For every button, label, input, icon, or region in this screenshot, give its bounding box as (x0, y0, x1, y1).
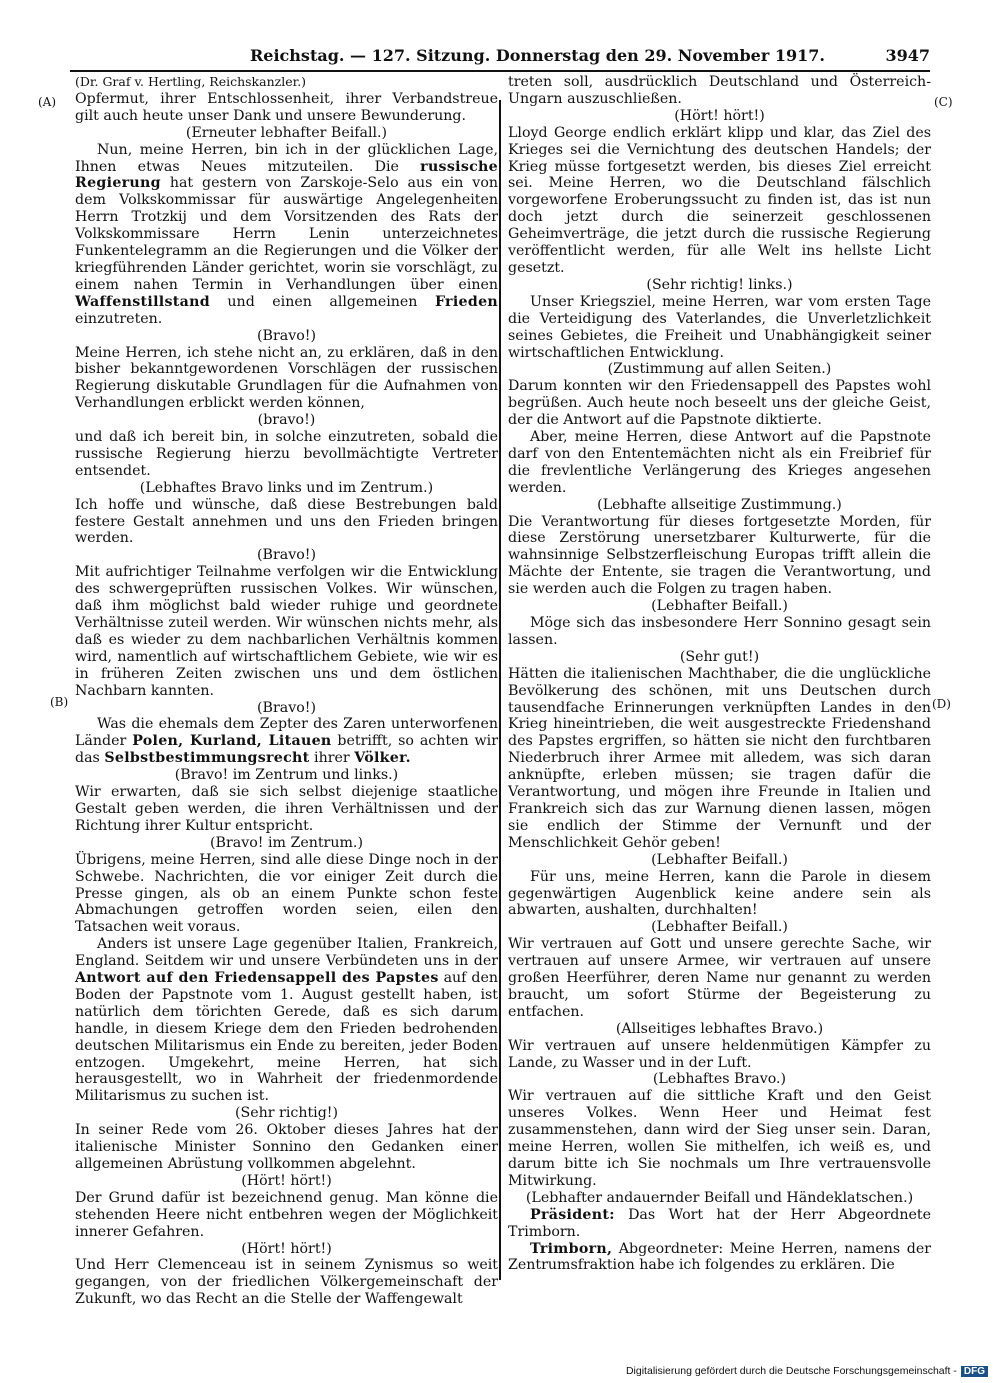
text-run: Abgeordneter: Meine Herren, namens der Zentrumsfraktion habe ich folgendes zu erklären. Die (508, 1240, 931, 1274)
paragraph: Wir vertrauen auf Gott und unsere gerechte Sache, wir vertrauen auf unsere Armee, wir vertrauen auf unsere großen Heerführer, deren Name nur genannt zu werden braucht, um sofort Stürme der Begeisterung zu entfachen. (508, 936, 931, 1020)
right-column (508, 74, 931, 1274)
footer-text: Digitalisierung gefördert durch die Deutsche Forschungsgemeinschaft - (625, 1365, 957, 1377)
audience-reaction: (Zustimmung auf allen Seiten.) (607, 361, 832, 378)
audience-reaction: (Allseitiges lebhaftes Bravo.) (615, 1020, 824, 1037)
margin-marker-d: (D) (932, 697, 951, 711)
margin-marker-a: (A) (38, 95, 57, 109)
audience-reaction: (bravo!) (257, 412, 316, 429)
paragraph: Ich hoffe und wünsche, daß diese Bestrebungen bald festere Gestalt annehmen und uns den Frieden bringen werden. (75, 496, 498, 547)
speaker-name: Präsident: (530, 1206, 615, 1223)
header-title: Reichstag. — 127. Sitzung. Donnerstag den 29. November 1917. (250, 46, 825, 65)
bold-term: Frieden (434, 293, 499, 310)
paragraph (75, 716, 498, 767)
text-run: Das Wort hat der Herr Abgeordnete Trimborn. (508, 1206, 931, 1240)
audience-reaction: (Bravo! im Zentrum und links.) (174, 767, 399, 784)
text-run: betrifft, so achten wir das (75, 733, 498, 767)
paragraph: Und Herr Clemenceau ist in seinem Zynismus so weit gegangen, von der friedlichen Völkergemeinschaft der Zukunft, wo das Recht an die Stelle der Waffengewalt (75, 1257, 498, 1308)
speaker-name: Trimborn, (530, 1240, 613, 1257)
paragraph: Meine Herren, ich stehe nicht an, zu erklären, daß in den bisher bekanntgewordenen Vorschlägen der russischen Regierung diskutable Grundlagen für die Aufnahmen von Verhandlungen erblickt werden können, (75, 344, 498, 412)
audience-reaction: (Bravo!) (257, 327, 316, 344)
bold-term: Völker. (354, 750, 411, 767)
audience-reaction: (Lebhafter Beifall.) (651, 919, 788, 936)
paragraph: Lloyd George endlich erklärt klipp und klar, das Ziel des Krieges sei die Vernichtung des deutschen Handels; der Krieg müsse fortgesetzt werden, bis dieses Ziel erreicht sei. Meine Herren, wo die Deutschland fälschlich vorgeworfene Eroberungssucht zu finden ist, das ist nun doch jetzt durch die seinerzeit geschlossenen Geheimverträge, die jetzt durch die russische Regierung veröffentlicht werden, für alle Welt ins hellste Licht gesetzt. (508, 124, 931, 276)
paragraph: Für uns, meine Herren, kann die Parole in diesem gegenwärtigen Augenblick keine andere sein als abwarten, aushalten, durchhalten! (508, 868, 931, 919)
paragraph (508, 1207, 931, 1241)
text-run: einzutreten. (75, 310, 163, 327)
audience-reaction: (Lebhaftes Bravo.) (652, 1071, 787, 1088)
paragraph: Die Verantwortung für dieses fortgesetzte Morden, für diese Zerstörung unersetzbarer Kulturwerte, für die wahnsinnige Selbstzerfleischung Europas trifft allein die Mächte der Entente, sie tragen die Verantwortung, und sie werden auch die Folgen zu tragen haben. (508, 513, 931, 598)
text-run: und einen allgemeinen (227, 293, 418, 310)
text-run: Was die ehemals dem Zepter des Zaren unterworfenen Länder (75, 716, 498, 750)
audience-reaction: (Bravo!) (257, 547, 316, 564)
paragraph: Opfermut, ihrer Entschlossenheit, ihrer Verbandstreue gilt auch heute unser Dank und unsere Bewunderung. (75, 90, 498, 124)
paragraph: Wir vertrauen auf unsere heldenmütigen Kämpfer zu Lande, zu Wasser und in der Luft. (508, 1037, 931, 1071)
speaker-attribution: (Dr. Graf v. Hertling, Reichskanzler.) (75, 74, 307, 89)
paragraph: Der Grund dafür ist bezeichnend genug. Man könne die stehenden Heere nicht entbehren wegen der Möglichkeit innerer Gefahren. (75, 1189, 498, 1240)
text-run: ihrer (314, 750, 350, 767)
margin-marker-c: (C) (934, 95, 953, 109)
bold-term: Waffenstillstand (75, 293, 210, 310)
audience-reaction: (Erneuter lebhafter Beifall.) (185, 124, 388, 141)
paragraph (508, 1241, 931, 1275)
text-run: auf den Boden der Papstnote vom 1. August gestellt haben, ist natürlich dem törichten Gerede, daß es sich darum handle, in diesem Kriege dem den Frieden bedrohenden deutschen Militarismus ein Ende zu bereiten, jeder Boden entzogen. Umgekehrt, meine Herren, hat sich herausgestellt, wo in Wahrheit der friedenmordende Militarismus zu suchen ist. (75, 970, 498, 1105)
audience-reaction: (Lebhafter Beifall.) (651, 598, 788, 615)
text-run: Anders ist unsere Lage gegenüber Italien, Frankreich, England. Seitdem wir und unsere Verbündeten uns in der (75, 936, 498, 970)
audience-reaction: (Lebhafter andauernder Beifall und Händeklatschen.) (525, 1189, 914, 1206)
audience-reaction: (Sehr richtig!) (234, 1105, 339, 1122)
paragraph: und daß ich bereit bin, in solche einzutreten, sobald die russische Regierung hierzu bevollmächtigte Vertreter entsendet. (75, 429, 498, 479)
paragraph: Aber, meine Herren, diese Antwort auf die Papstnote darf von den Ententemächten nicht als ein Freibrief für die frevlentliche Verlängerung des Krieges angesehen werden. (508, 429, 931, 496)
digitization-footer (626, 1365, 988, 1377)
paragraph: treten soll, ausdrücklich Deutschland und Österreich-Ungarn auszuschließen. (508, 74, 931, 107)
paragraph: Hätten die italienischen Machthaber, die die unglückliche Bevölkerung des schönen, mit uns Deutschen durch tausendfache Erinnerungen verknüpften Landes in den Krieg hineintrieben, die weit ausgestreckte Friedenshand des Papstes ergriffen, so hätten sie nicht den furchtbaren Niederbruch ihrer Armee mit alledem, was sich daran anknüpfte, erleben müssen; sie tragen dafür die Verantwortung, und mögen ihre Freunde in Italien und Frankreich sich das zur Warnung dienen lassen, mögen sie endlich der Stimme der Vernunft und der Menschlichkeit Gehör geben! (508, 665, 931, 851)
bold-term: Polen, Kurland, Litauen (132, 733, 332, 750)
audience-reaction: (Hört! hört!) (674, 107, 765, 124)
paragraph: Darum konnten wir den Friedensappell des Papstes wohl begrüßen. Auch heute noch beseelt uns der gleiche Geist, der die Antwort auf die Papstnote diktierte. (508, 378, 931, 429)
left-column (75, 74, 498, 1308)
paragraph: Wir erwarten, daß sie sich selbst diejenige staatliche Gestalt geben werden, die ihren Verhältnissen und der Richtung ihrer Kultur entspricht. (75, 784, 498, 834)
paragraph (75, 142, 498, 328)
audience-reaction: (Lebhafte allseitige Zustimmung.) (597, 496, 842, 513)
paragraph: Wir vertrauen auf die sittliche Kraft und den Geist unseres Volkes. Wenn Heer und Heimat fest zusammenstehen, dann wird der Sieg unser sein. Daran, meine Herren, wollen Sie mithelfen, ich weiß es, und darum bitte ich Sie nochmals um Ihre vertrauensvolle Mitwirkung. (508, 1088, 931, 1189)
page-header (70, 46, 930, 72)
bold-term: russische Regierung (75, 158, 498, 192)
paragraph: Mit aufrichtiger Teilnahme verfolgen wir die Entwicklung des schwergeprüften russischen Volkes. Wir wünschen, daß ihm möglichst bald wieder ruhige und geordnete Verhältnisse zuteil werden. Wir wünschen nichts mehr, als daß es wieder zu dem nachbarlichen Verhältnis kommen wird, namentlich auf wirtschaftlichem Gebiete, wie wir es in früheren Zeiten zwischen uns und dem östlichen Nachbarn kannten. (75, 564, 498, 699)
bold-term: Antwort auf den Friedensappell des Papstes (75, 970, 439, 987)
paragraph: In seiner Rede vom 26. Oktober dieses Jahres hat der italienische Minister Sonnino den Gedanken einer allgemeinen Abrüstung vollkommen abgelehnt. (75, 1122, 498, 1172)
page-number: 3947 (885, 46, 930, 65)
audience-reaction: (Sehr gut!) (679, 648, 760, 665)
text-run: hat gestern von Zarskoje-Selo aus ein von dem Volkskommissar für auswärtige Angelegenheiten Herrn Trotzkij und dem Vorsitzenden des Rats der Volkskommissare Herrn Lenin unterzeichnetes Funkentelegramm an die Regierungen und die Völker der kriegführenden Länder gerichtet, worin sie vorschlägt, zu einem nahen Termin in Verhandlungen über einen (75, 175, 498, 293)
paragraph: Möge sich das insbesondere Herr Sonnino gesagt sein lassen. (508, 615, 931, 648)
column-divider (499, 100, 501, 1280)
paragraph (75, 936, 498, 1105)
audience-reaction: (Bravo! im Zentrum.) (210, 834, 363, 851)
paragraph: Übrigens, meine Herren, sind alle diese Dinge noch in der Schwebe. Nachrichten, die vor einiger Zeit durch die Presse gingen, als ob an einem Punkte schon feste Abmachungen getroffen worden seien, eilen den Tatsachen weit voraus. (75, 851, 498, 936)
audience-reaction: (Lebhafter Beifall.) (651, 851, 788, 868)
paragraph: Unser Kriegsziel, meine Herren, war vom ersten Tage die Verteidigung des Vaterlandes, die Unverletzlichkeit seines Gebietes, die Freiheit und Unabhängigkeit seiner wirtschaftlichen Entwicklung. (508, 293, 931, 361)
audience-reaction: (Bravo!) (257, 699, 316, 716)
audience-reaction: (Lebhaftes Bravo links und im Zentrum.) (139, 479, 434, 496)
margin-marker-b: (B) (50, 695, 69, 709)
bold-term: Selbstbestimmungsrecht (104, 750, 310, 767)
audience-reaction: (Sehr richtig! links.) (646, 276, 793, 293)
audience-reaction: (Hört! hört!) (241, 1240, 332, 1257)
audience-reaction: (Hört! hört!) (241, 1172, 332, 1189)
text-run: Nun, meine Herren, bin ich in der glücklichen Lage, Ihnen etwas Neues mitzuteilen. Die (75, 141, 498, 175)
dfg-logo: DFG (961, 1366, 988, 1377)
